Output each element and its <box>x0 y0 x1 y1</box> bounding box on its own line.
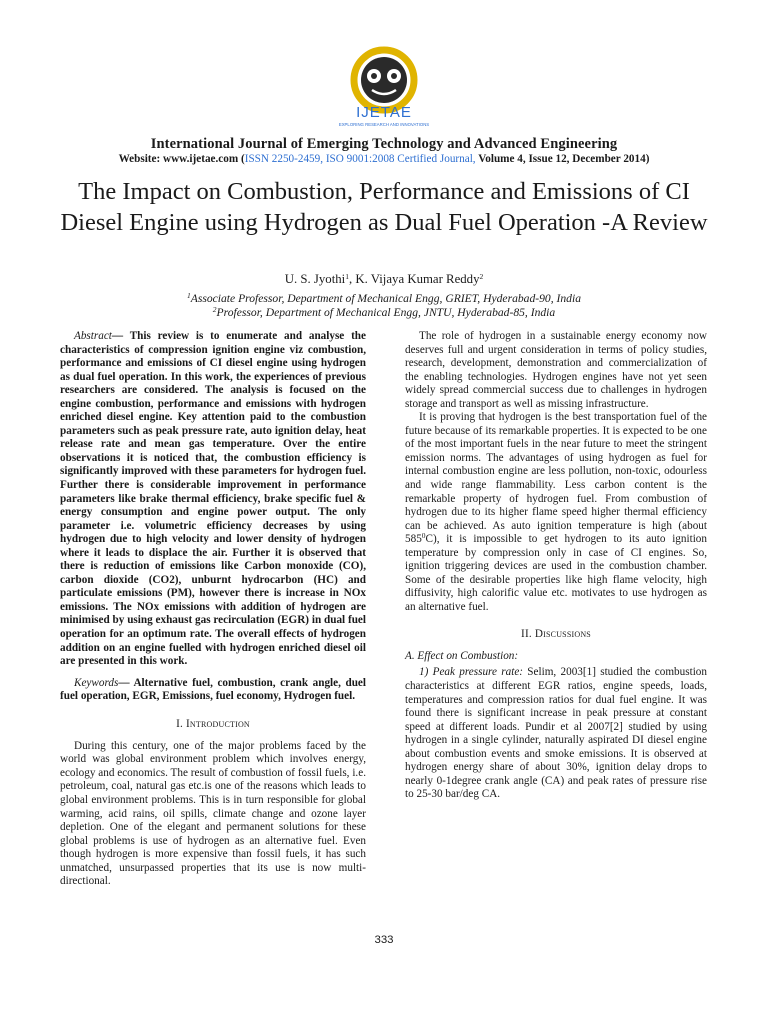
abstract-body: This review is to enumerate and analyse the characteristics of compression ignition engine viz combustion, performance and emissions of CI diesel engine using hydrogen as dual fuel operation. In this work, the experiences of previous researchers are considered. The analysis is focused on the engine combustion, performance and emissions with hydrogen enriched diesel engine. Key attention paid to the combustion parameters such as peak pressure rate, auto ignition delay, heat release rate and mean gas temperature. Over the entire observations it is noticed that, the combustion efficiency is significantly improved with these parameters for hydrogen fuel. Further there is considerable improvement in performance parameters like brake thermal efficiency, brake specific fuel & energy consumption and engine power output. The only parameter i.e. volumetric efficiency decreases by using hydrogen due to high velocity and lower density of hydrogen where it leads to displace the air. Further it is observed that there is reduction of emissions like Carbon monoxide (CO), carbon dioxide (CO2), unburnt hydrocarbon (HC) and particulate emissions (PM), however there is increase in NOx emissions. The NOx emissions with addition of hydrogen are minimised by using exhaust gas recirculation (EGR) in dual fuel operation for an optimum rate. The overall effects of hydrogen addition on an engine fuelled with hydrogen enriched diesel oil are presented in this work. <box>60 330 366 668</box>
website-prefix: Website: www.ijetae.com ( <box>118 153 245 165</box>
affiliation-1-sup: 1 <box>186 291 191 300</box>
page-number: 333 <box>374 934 394 946</box>
author-separator: , <box>348 272 356 286</box>
left-column <box>60 330 366 889</box>
affiliation-2 <box>0 306 768 319</box>
author-line <box>0 272 768 287</box>
properties-text-before: It is proving that hydrogen is the best transportation fuel of the future because of its remarkable properties. It is expected to be one of the most important fuels in the near future to meet the stringent emission norms. The advantages of using hydrogen as fuel for internal combustion engine are less pollution, non-toxic, odourless and wide range flammability. Less carbon content is the remarkable property of hydrogen fuel. From combustion of hydrogen due to its higher flame speed higher thermal efficiency can be achieved. As auto ignition temperature is high (about 585 <box>405 411 707 546</box>
introduction-paragraph: During this century, one of the major problems faced by the world was global environment problem which involves energy, ecology and economics. The result of combustion of fossil fuels, i.e. petroleum, coal, natural gas etc.is one of the reasons which leads to global environment problems. This is in turn responsible for global warming, acid rains, oil spills, climate change and ozone layer depletion. One of the elegant and permanent solutions for these global problems is use of hydrogen as an alternative fuel. Even though hydrogen is more expensive than fossil fuels, it has such unmatched, unsurpassed properties that its use is now multi-directional. <box>60 739 366 888</box>
author-2-sup: 2 <box>479 272 484 281</box>
journal-logo-icon <box>334 46 434 130</box>
paper-title: The Impact on Combustion, Performance and Emissions of CI Diesel Engine using Hydrogen as Dual Fuel Operation -A Review <box>60 178 708 236</box>
affiliation-2-sup: 2 <box>212 305 217 314</box>
author-2: K. Vijaya Kumar Reddy <box>355 272 480 286</box>
right-column <box>405 330 707 802</box>
svg-text:EXPLORING RESEARCH AND INNOVAT: EXPLORING RESEARCH AND INNOVATIONS <box>338 122 430 127</box>
subsection-heading-combustion: A. Effect on Combustion: <box>405 650 519 663</box>
section-heading-introduction: I. Introduction <box>176 717 250 730</box>
keywords-lead: Keywords <box>74 676 119 689</box>
journal-logo <box>334 46 434 130</box>
degree-sup: 0 <box>421 531 426 541</box>
abstract-lead: Abstract <box>74 330 112 342</box>
section-heading-discussions: II. Discussions <box>521 628 591 641</box>
affiliation-1 <box>0 292 768 305</box>
keywords <box>60 677 366 704</box>
peak-pressure-lead: 1) Peak pressure rate: <box>419 666 524 679</box>
author-1-sup: 1 <box>345 272 349 281</box>
properties-text-after: C), it is impossible to get hydrogen to its auto ignition temperature by compression only in case of CI engines. So, ignition triggering devices are used in the combustion chamber. Some of the desirable properties like high flame velocity, high diffusivity, high calorific value etc. motivates to use hydrogen as an alternative fuel. <box>405 533 707 613</box>
journal-website-line <box>0 153 768 165</box>
hydrogen-properties-paragraph <box>405 411 707 614</box>
affiliation-1-text: Associate Professor, Department of Mechanical Engg, GRIET, Hyderabad-90, India <box>190 292 581 305</box>
author-1: U. S. Jyothi <box>284 272 346 286</box>
abstract <box>60 330 366 669</box>
peak-pressure-paragraph <box>405 666 707 801</box>
hydrogen-role-paragraph: The role of hydrogen in a sustainable energy economy now deserves full and urgent consideration in terms of policy studies, research, development, demonstration and commercialization of the enabling technologies. Hydrogen engines have not yet seen widely spread commercial success due to challenges in hydrogen storage and transport as well as missing infrastructure. <box>405 330 707 410</box>
peak-pressure-body: Selim, 2003[1] studied the combustion characteristics at different EGR ratios, engine speeds, loads, temperatures and compression ratios for dual fuel engine. It was found there is significant increase in peak pressure at constant speed at different loads. Pundir et al 2007[2] studied by using hydrogen in a single cylinder, naturally aspirated DI diesel engine about combustion events and smoke emissions. It is observed at hydrogen energy share of about 30%, ignition delay drops to nearly 0-1degree crank angle (CA) and peak rates of pressure rise to 25-30 bar/deg CA. <box>405 666 707 801</box>
abstract-dash: — <box>111 330 130 342</box>
website-issn: ISSN 2250-2459, ISO 9001:2008 Certified Journal, <box>244 153 476 165</box>
svg-text:IJETAE: IJETAE <box>356 104 412 121</box>
website-suffix: Volume 4, Issue 12, December 2014) <box>475 153 650 165</box>
journal-name: International Journal of Emerging Technology and Advanced Engineering <box>150 136 618 152</box>
keywords-dash: — <box>118 676 134 689</box>
keywords-body: Alternative fuel, combustion, crank angle, duel fuel operation, EGR, Emissions, fuel economy, Hydrogen fuel. <box>60 676 366 703</box>
affiliation-2-text: Professor, Department of Mechanical Engg, JNTU, Hyderabad-85, India <box>216 306 556 319</box>
